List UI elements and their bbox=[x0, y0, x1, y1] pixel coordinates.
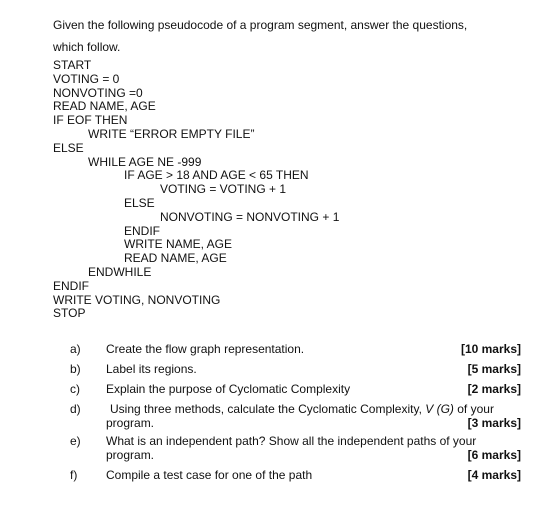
pseudocode-line: IF AGE > 18 AND AGE < 65 THEN bbox=[124, 168, 309, 183]
question-letter: c) bbox=[70, 382, 80, 396]
question-letter: e) bbox=[70, 434, 81, 448]
question-marks: [2 marks] bbox=[467, 382, 521, 396]
pseudocode-line: WHILE AGE NE -999 bbox=[88, 154, 202, 169]
question-marks: [4 marks] bbox=[467, 468, 521, 482]
pseudocode-line: ELSE bbox=[53, 140, 84, 155]
question-text-line-2: program. bbox=[106, 416, 155, 430]
pseudocode-line: READ NAME, AGE bbox=[53, 99, 156, 114]
question-letter: b) bbox=[70, 362, 81, 376]
question-text-line-1 bbox=[110, 402, 494, 416]
question-marks: [6 marks] bbox=[467, 448, 521, 462]
question-text: Create the flow graph representation. bbox=[106, 342, 305, 356]
question-marks: [5 marks] bbox=[467, 362, 521, 376]
pseudocode-line: ENDIF bbox=[53, 278, 89, 293]
question-marks: [10 marks] bbox=[460, 342, 521, 356]
question-letter: a) bbox=[70, 342, 81, 356]
pseudocode-line: STOP bbox=[53, 306, 86, 321]
pseudocode-line: ENDIF bbox=[124, 223, 160, 238]
question-text: Label its regions. bbox=[106, 362, 197, 376]
pseudocode-line: VOTING = VOTING + 1 bbox=[160, 182, 287, 197]
question-text-line-1: What is an independent path? Show all the independent paths of your bbox=[106, 434, 477, 448]
question-text-post: of your bbox=[453, 402, 494, 416]
intro-line-2: which follow. bbox=[53, 40, 121, 54]
pseudocode-line: NONVOTING =0 bbox=[53, 85, 143, 100]
question-text-pre: Using three methods, calculate the Cyclomatic Complexity, bbox=[110, 402, 426, 416]
question-letter: d) bbox=[70, 402, 81, 416]
pseudocode-line: START bbox=[53, 58, 92, 72]
question-text: Explain the purpose of Cyclomatic Complexity bbox=[106, 382, 351, 396]
pseudocode-line: WRITE NAME, AGE bbox=[124, 237, 233, 252]
pseudocode-line: IF EOF THEN bbox=[53, 113, 128, 128]
pseudocode-block bbox=[53, 59, 339, 321]
question-text-line-2: program. bbox=[106, 448, 155, 462]
pseudocode-line: ELSE bbox=[124, 195, 155, 210]
pseudocode-line: ENDWHILE bbox=[88, 264, 152, 279]
pseudocode-line: READ NAME, AGE bbox=[124, 251, 227, 266]
question-letter: f) bbox=[70, 468, 78, 482]
pseudocode-line: NONVOTING = NONVOTING + 1 bbox=[160, 209, 340, 224]
question-text-formula: V (G) bbox=[425, 402, 454, 416]
question-text: Compile a test case for one of the path bbox=[106, 468, 313, 482]
pseudocode-line: WRITE “ERROR EMPTY FILE” bbox=[88, 126, 255, 141]
question-marks: [3 marks] bbox=[467, 416, 521, 430]
pseudocode-line: VOTING = 0 bbox=[53, 71, 120, 86]
intro-line-1: Given the following pseudocode of a program segment, answer the questions, bbox=[53, 18, 468, 32]
pseudocode-line: WRITE VOTING, NONVOTING bbox=[53, 292, 221, 307]
